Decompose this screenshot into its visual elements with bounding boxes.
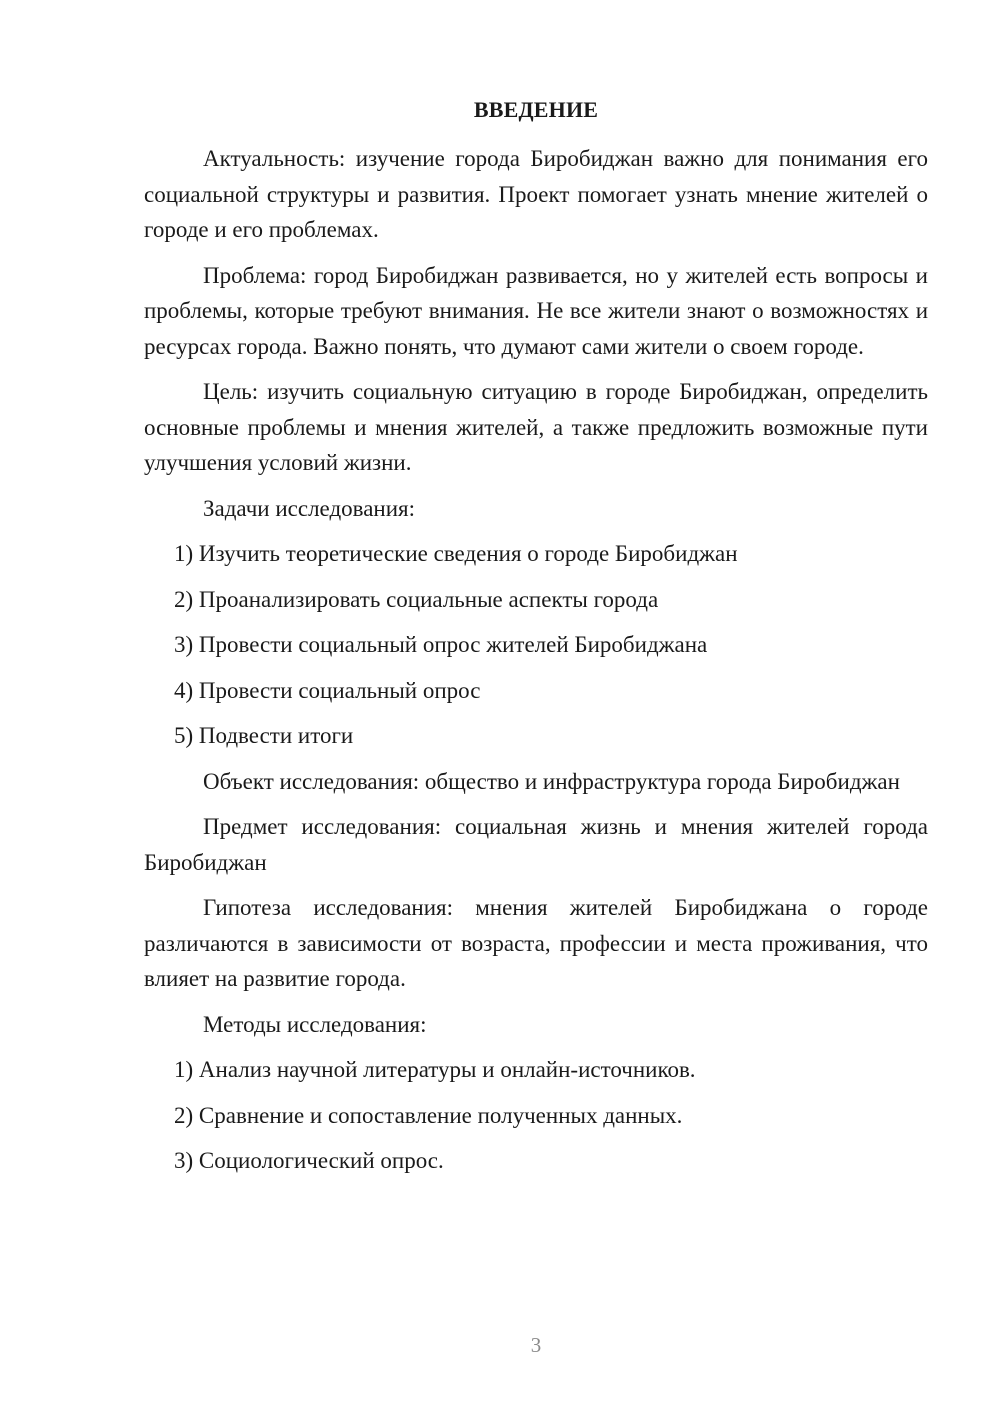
task-item-5: 5) Подвести итоги xyxy=(174,723,354,748)
object-paragraph: Объект исследования: общество и инфраструктура города Биробиджан xyxy=(203,768,900,794)
page-content xyxy=(144,96,928,1189)
tasks-heading: Задачи исследования: xyxy=(203,495,416,521)
goal-paragraph: Цель: изучить социальную ситуацию в городе Биробиджан, определить основные проблемы и мнения жителей, а также предложить возможные пути улучшения условий жизни. xyxy=(144,379,928,475)
relevance-paragraph: Актуальность: изучение города Биробиджан важно для понимания его социальной структуры и развития. Проект помогает узнать мнение жителей о городе и его проблемах. xyxy=(144,146,928,242)
method-item-2: 2) Сравнение и сопоставление полученных данных. xyxy=(174,1102,683,1128)
method-item-1: 1) Анализ научной литературы и онлайн-источников. xyxy=(174,1057,696,1082)
task-item-4: 4) Провести социальный опрос xyxy=(174,677,481,703)
methods-heading: Методы исследования: xyxy=(203,1011,427,1037)
subject-paragraph: Предмет исследования: социальная жизнь и мнения жителей города Биробиджан xyxy=(144,814,928,875)
task-item-1: 1) Изучить теоретические сведения о городе Биробиджан xyxy=(174,541,738,566)
method-item-3: 3) Социологический опрос. xyxy=(174,1148,444,1173)
problem-paragraph: Проблема: город Биробиджан развивается, но у жителей есть вопросы и проблемы, которые требуют внимания. Не все жители знают о возможностях и ресурсах города. Важно понять, что думают сами жители о своем городе. xyxy=(144,262,928,359)
task-item-2: 2) Проанализировать социальные аспекты города xyxy=(174,586,659,612)
section-title: ВВЕДЕНИЕ xyxy=(473,97,599,122)
hypothesis-paragraph: Гипотеза исследования: мнения жителей Биробиджана о городе различаются в зависимости от возраста, профессии и места проживания, что влияет на развитие города. xyxy=(144,895,928,991)
page-number: 3 xyxy=(530,1333,542,1357)
task-item-3: 3) Провести социальный опрос жителей Биробиджана xyxy=(174,632,708,657)
